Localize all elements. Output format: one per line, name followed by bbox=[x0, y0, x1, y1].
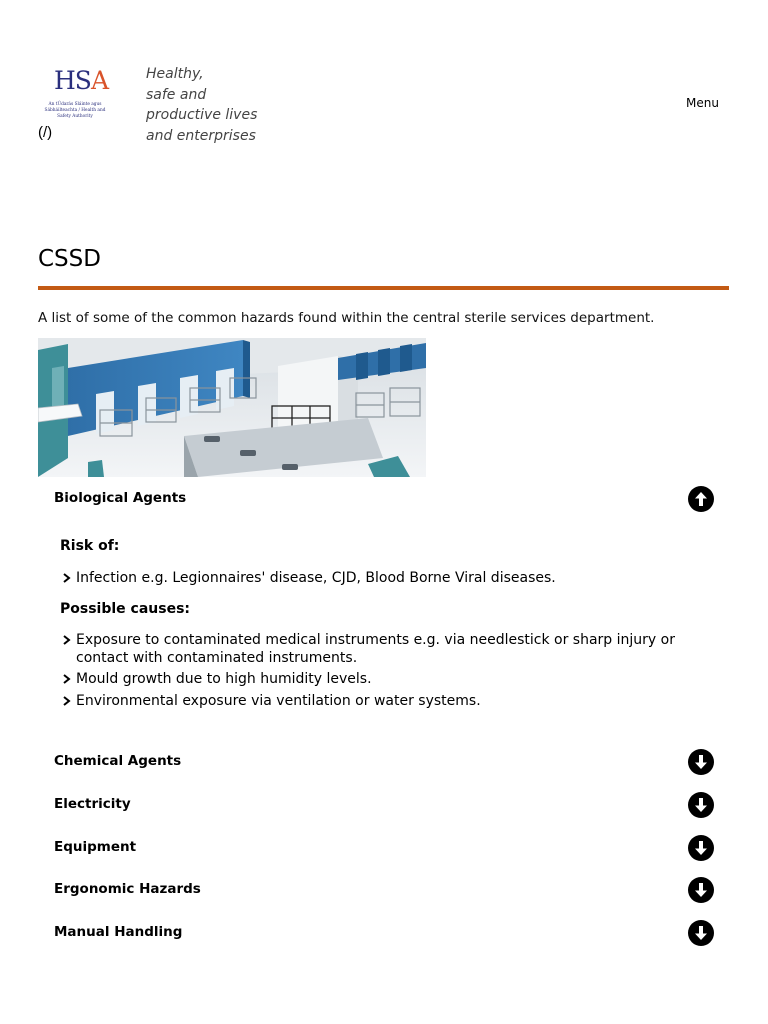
arrow-down-circle-icon[interactable] bbox=[688, 749, 714, 775]
risk-heading: Risk of: bbox=[60, 538, 120, 554]
title-divider bbox=[38, 286, 729, 290]
chevron-right-icon bbox=[62, 573, 71, 583]
accordion-label: Manual Handling bbox=[54, 924, 183, 940]
tagline-line: Healthy, bbox=[146, 66, 204, 82]
accordion-item-electricity[interactable] bbox=[54, 792, 714, 818]
accordion-label: Biological Agents bbox=[54, 490, 187, 506]
accordion-label: Ergonomic Hazards bbox=[54, 881, 201, 897]
chevron-right-icon bbox=[62, 635, 71, 645]
page-title: CSSD bbox=[38, 246, 101, 272]
logo-subtitle: An tÚdarás Sláinte agus Sábháilteachta / Health and Safety Authority bbox=[44, 102, 106, 119]
tagline-line: safe and bbox=[146, 86, 207, 103]
arrow-down-circle-icon[interactable] bbox=[688, 920, 714, 946]
list-item: Environmental exposure via ventilation or water systems. bbox=[62, 692, 712, 710]
list-item: Infection e.g. Legionnaires' disease, CJD, Blood Borne Viral diseases. bbox=[62, 569, 712, 587]
accordion-label: Equipment bbox=[54, 839, 137, 855]
accordion-label: Chemical Agents bbox=[54, 753, 182, 769]
tagline bbox=[146, 64, 286, 146]
cssd-room-image bbox=[38, 338, 426, 477]
causes-heading: Possible causes: bbox=[60, 601, 191, 617]
accordion-item-manual-handling[interactable] bbox=[54, 920, 714, 946]
accordion-item-ergonomic-hazards[interactable] bbox=[54, 877, 714, 903]
home-link-text[interactable]: (/) bbox=[38, 124, 53, 141]
hsa-logo-link[interactable] bbox=[40, 66, 106, 118]
chevron-right-icon bbox=[62, 696, 71, 706]
accordion-label: Electricity bbox=[54, 796, 131, 812]
chevron-right-icon bbox=[62, 674, 71, 684]
hsa-logo-icon: HSA bbox=[54, 66, 108, 95]
arrow-down-circle-icon[interactable] bbox=[688, 877, 714, 903]
tagline-line: and enterprises bbox=[146, 127, 256, 144]
arrow-down-circle-icon[interactable] bbox=[688, 792, 714, 818]
list-item: Mould growth due to high humidity levels. bbox=[62, 670, 712, 688]
intro-text: A list of some of the common hazards found within the central sterile services department. bbox=[38, 310, 655, 326]
list-item: Exposure to contaminated medical instruments e.g. via needlestick or sharp injury or contact with contaminated instruments. bbox=[62, 631, 712, 667]
arrow-up-circle-icon[interactable] bbox=[688, 486, 714, 512]
accordion-item-equipment[interactable] bbox=[54, 835, 714, 861]
accordion-item-chemical-agents[interactable] bbox=[54, 749, 714, 775]
accordion-item-biological-agents[interactable] bbox=[54, 486, 714, 512]
menu-button[interactable]: Menu bbox=[686, 96, 719, 110]
arrow-down-circle-icon[interactable] bbox=[688, 835, 714, 861]
tagline-line: productive lives bbox=[146, 107, 258, 123]
